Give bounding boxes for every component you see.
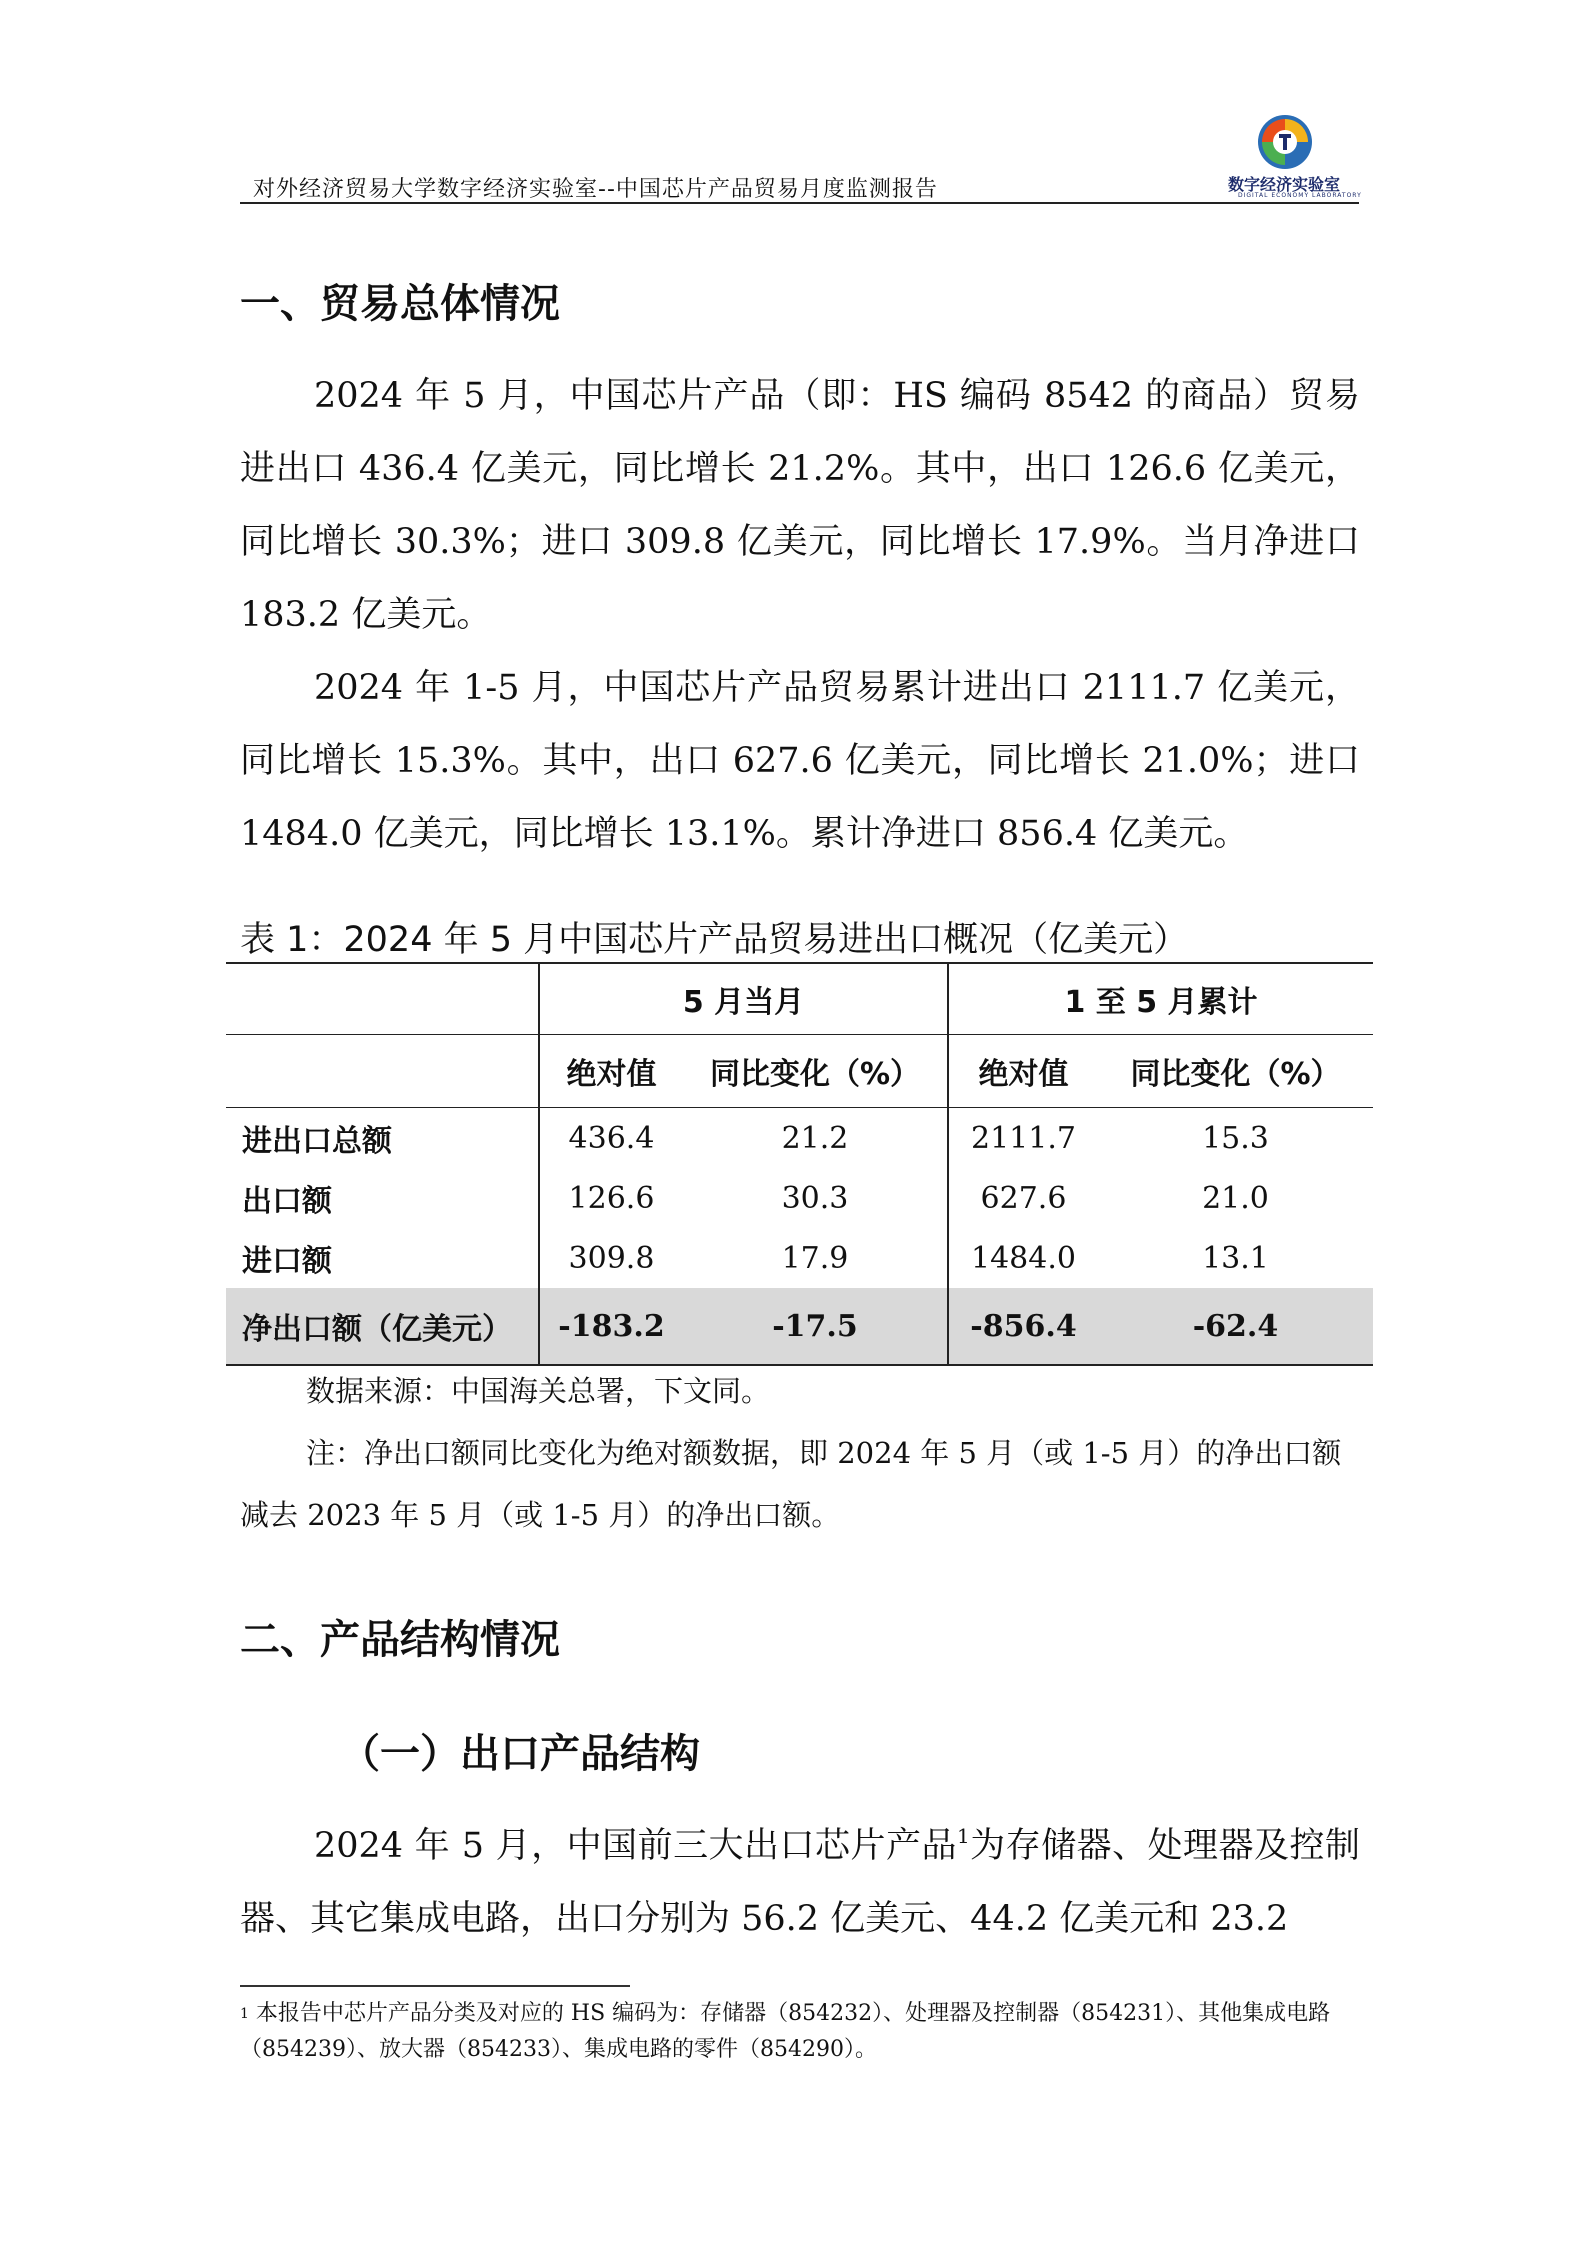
table-cell: 1484.0 (971, 1240, 1076, 1276)
report-header-title: 对外经济贸易大学数字经济实验室--中国芯片产品贸易月度监测报告 (253, 177, 938, 202)
footnote-reference[interactable]: 1 (956, 1824, 970, 1848)
table-caption: 表 1：2024 年 5 月中国芯片产品贸易进出口概况（亿美元） (240, 920, 1189, 960)
subheader-abs-cum: 绝对值 (948, 1035, 1098, 1108)
table-cell: 2111.7 (948, 1108, 1098, 1169)
table-cell: 15.3 (1098, 1108, 1373, 1169)
table-note (240, 1422, 1360, 1546)
footnote-text: 本报告中芯片产品分类及对应的 HS 编码为：存储器（854232）、处理器及控制器（854231）、其他集成电路（854239）、放大器（854233）、集成电路的零件（854290）。 (240, 2001, 1331, 2062)
section2-paragraph (240, 1800, 1360, 1956)
footnote-mark: 1 (240, 2006, 249, 2022)
table-cell: 21.2 (683, 1108, 948, 1169)
table-cell: 309.8 (568, 1240, 655, 1276)
table-row (226, 1228, 1373, 1288)
section1-paragraph-1 (240, 360, 1360, 652)
globe-logo-icon (1252, 112, 1318, 172)
table-cell: 436.4 (539, 1108, 683, 1169)
subheader-yoy-cum: 同比变化（%） (1098, 1035, 1373, 1108)
row-label-total: 进出口总额 (226, 1108, 539, 1169)
table-note-text: 注：净出口额同比变化为绝对额数据，即 2024 年 5 月（或 1-5 月）的净出口额减去 2023 年 5 月（或 1-5 月）的净出口额。 (240, 1436, 1342, 1532)
section1-paragraph-2-text: 2024 年 1-5 月，中国芯片产品贸易累计进出口 2111.7 亿美元，同比增长 15.3%。其中，出口 627.6 亿美元，同比增长 21.0%；进口 1484.0 亿美元，同比增长 13.1%。累计净进口 856.4 亿美元。 (240, 668, 1360, 854)
footnote (240, 1996, 1360, 2068)
group-header-jan-may: 1 至 5 月累计 (948, 963, 1373, 1035)
section1-heading: 一、贸易总体情况 (240, 281, 560, 327)
section1-paragraph-1-text: 2024 年 5 月，中国芯片产品（即：HS 编码 8542 的商品）贸易进出口 436.4 亿美元，同比增长 21.2%。其中，出口 126.6 亿美元，同比增长 30.3%；进口 309.8 亿美元，同比增长 17.9%。当月净进口 183.2 亿美元。 (240, 376, 1360, 635)
section1-paragraph-2 (240, 652, 1360, 871)
group-header-may: 5 月当月 (539, 963, 948, 1035)
table-row (226, 1288, 1373, 1365)
row-label-export: 出口额 (226, 1168, 539, 1228)
table-corner-cell (226, 963, 539, 1035)
table-cell: -856.4 (948, 1288, 1098, 1365)
row-label-import: 进口额 (226, 1228, 539, 1288)
header-divider (240, 202, 1359, 204)
table-cell: -17.5 (683, 1288, 948, 1365)
table-cell: 17.9 (683, 1228, 948, 1288)
table-cell: -62.4 (1098, 1288, 1373, 1365)
row-label-net: 净出口额（亿美元） (226, 1288, 539, 1365)
table-cell: -183.2 (539, 1288, 683, 1365)
section2-subheading: （一）出口产品结构 (340, 1731, 700, 1777)
section2-paragraph-text-b: 为存储器、处理器及控制器、其它集成电路，出口分别为 56.2 亿美元、44.2 亿美元和 23.2 (240, 1826, 1360, 1939)
table-cell: 30.3 (683, 1168, 948, 1228)
subheader-abs-may: 绝对值 (539, 1035, 683, 1108)
table-source: 数据来源：中国海关总署，下文同。 (306, 1374, 771, 1408)
trade-summary-table (226, 962, 1373, 1366)
table-row (226, 1108, 1373, 1169)
table-cell: 13.1 (1202, 1240, 1269, 1276)
footnote-divider (240, 1985, 630, 1987)
section2-paragraph-text-a: 2024 年 5 月，中国前三大出口芯片产品 (314, 1826, 957, 1866)
table-cell: 627.6 (980, 1180, 1067, 1216)
logo-text: 数字经济实验室 (1228, 175, 1341, 194)
subheader-yoy-may: 同比变化（%） (683, 1035, 948, 1108)
table-corner-cell-2 (226, 1035, 539, 1108)
table-cell: 21.0 (1202, 1180, 1269, 1216)
table-row (226, 1168, 1373, 1228)
table-cell: 126.6 (568, 1180, 655, 1216)
section2-heading: 二、产品结构情况 (240, 1617, 560, 1663)
logo-subtext: DIGITAL ECONOMY LABORATORY (1238, 192, 1362, 199)
